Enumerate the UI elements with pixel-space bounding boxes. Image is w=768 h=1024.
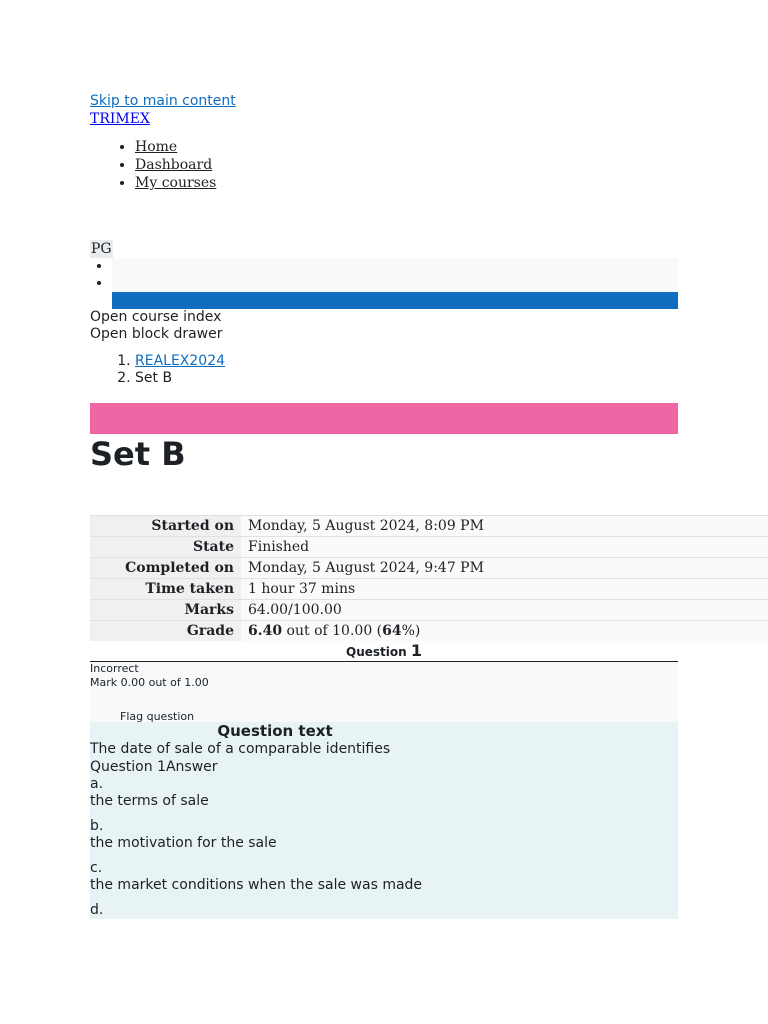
answer-option-b[interactable] [90,818,678,852]
user-menu-item[interactable] [112,275,678,292]
user-menu-item[interactable] [112,258,678,275]
question-info [90,662,678,722]
summary-value: Finished [241,537,768,558]
question-status: Incorrect [90,662,139,675]
user-menu [90,240,678,309]
nav-link-my-courses[interactable]: My courses [135,175,217,191]
question-block [90,641,678,919]
option-letter: c. [90,860,103,876]
summary-label: Grade [90,621,241,642]
page-wrapper [90,92,678,472]
nav-item-home [135,138,678,156]
answer-label: Question 1Answer [90,759,218,775]
user-avatar[interactable]: PG [91,241,112,257]
summary-label: Started on [90,516,241,537]
summary-value: Monday, 5 August 2024, 8:09 PM [241,516,768,537]
summary-row-time-taken [90,579,768,600]
breadcrumb-item [135,353,678,370]
option-text: the motivation for the sale [90,835,277,851]
answer-option-a[interactable] [90,776,678,810]
summary-value: 64.00/100.00 [241,600,768,621]
nav-link-home[interactable]: Home [135,139,178,155]
breadcrumb-item-current: 2. Set B [135,370,678,387]
question-header [90,641,678,662]
option-letter: d. [90,902,104,918]
open-course-index-button[interactable]: Open course index [90,309,222,325]
answer-option-c[interactable] [90,860,678,894]
nav-link-dashboard[interactable]: Dashboard [135,157,213,173]
breadcrumb [90,353,678,387]
question-mark: Mark 0.00 out of 1.00 [90,676,209,689]
summary-row-grade [90,621,768,642]
summary-label: Completed on [90,558,241,579]
question-text: The date of sale of a comparable identifies [90,741,391,757]
flag-question-button[interactable]: Flag question [120,710,195,723]
summary-value: Monday, 5 August 2024, 9:47 PM [241,558,768,579]
summary-label: Time taken [90,579,241,600]
summary-value: 1 hour 37 mins [241,579,768,600]
course-banner [90,403,678,434]
summary-row-state [90,537,768,558]
summary-label: Marks [90,600,241,621]
summary-row-completed [90,558,768,579]
summary-value-grade [241,621,768,642]
question-prefix: Question [346,645,411,659]
summary-label: State [90,537,241,558]
nav-item-my-courses [135,174,678,192]
site-brand-link[interactable]: TRIMEX [90,111,150,127]
summary-row-marks [90,600,768,621]
question-content [90,722,678,919]
option-letter: a. [90,776,104,792]
page-title: Set B [90,435,186,473]
option-text: the terms of sale [90,793,209,809]
grade-out-of: out of 10.00 ( [282,623,383,639]
open-block-drawer-button[interactable]: Open block drawer [90,326,223,342]
option-letter: b. [90,818,104,834]
attempt-summary-table [90,515,768,641]
question-text-heading: Question text [217,722,333,740]
user-menu-list [90,258,678,309]
option-text: the market conditions when the sale was made [90,877,423,893]
breadcrumb-link-course[interactable]: REALEX2024 [135,353,226,369]
nav-item-dashboard [135,156,678,174]
summary-row-started [90,516,768,537]
grade-percent: 64 [382,623,402,639]
question-number: 1 [410,641,422,660]
primary-navigation [90,138,678,192]
user-menu-item-active[interactable] [112,292,678,309]
answer-option-d[interactable] [90,902,678,919]
skip-to-main-link[interactable]: Skip to main content [90,93,236,109]
grade-score: 6.40 [248,623,283,639]
grade-suffix: %) [401,623,421,639]
